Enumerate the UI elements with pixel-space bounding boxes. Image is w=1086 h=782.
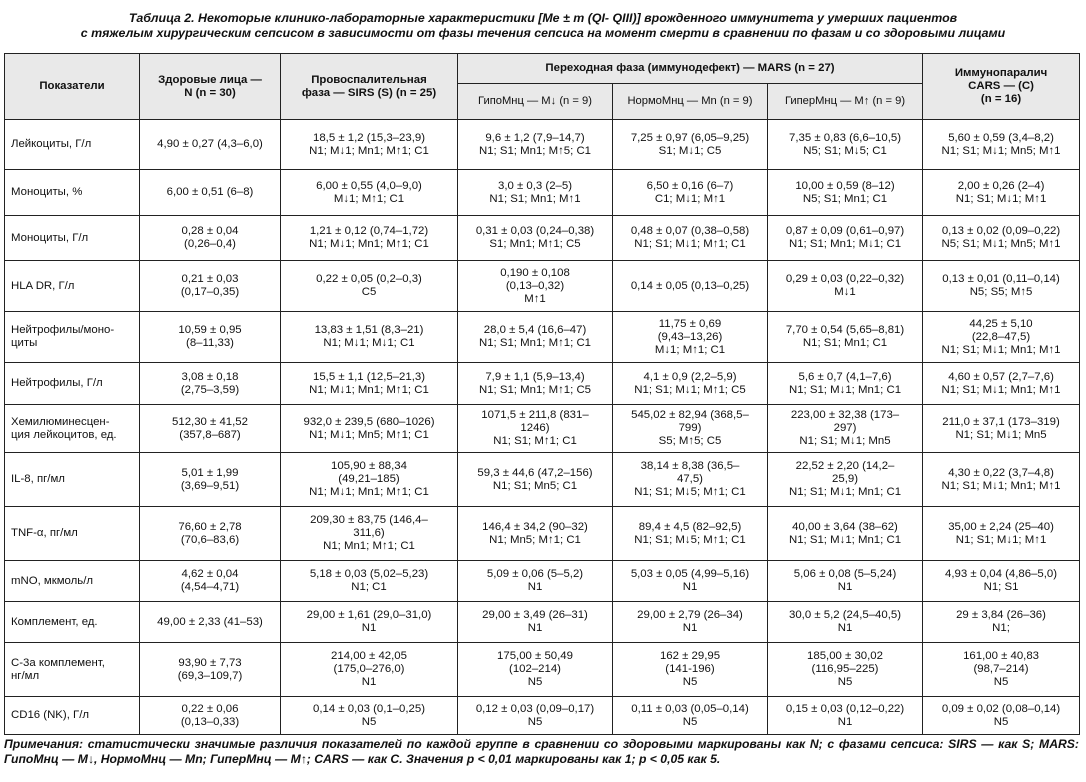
cell-mars-hypo: 0,190 ± 0,108 (0,13–0,32) M↑1 [458,261,613,312]
table-body [5,120,1080,735]
cell-mars-hypo: 59,3 ± 44,6 (47,2–156) N1; S1; Mn5; C1 [458,453,613,507]
cell-mars-normo: 7,25 ± 0,97 (6,05–9,25) S1; M↓1; C5 [613,120,768,170]
cell-mars-normo: 6,50 ± 0,16 (6–7) C1; M↓1; M↑1 [613,170,768,216]
cell-cars: 4,60 ± 0,57 (2,7–7,6) N1; S1; M↓1; Mn1; M↑1 [923,363,1080,405]
table-row [5,120,1080,170]
table-row [5,507,1080,561]
cell-healthy: 3,08 ± 0,18 (2,75–3,59) [140,363,281,405]
table-row [5,643,1080,697]
cell-mars-hyper: 7,70 ± 0,54 (5,65–8,81) N1; S1; Mn1; C1 [768,312,923,363]
cell-sirs: 15,5 ± 1,1 (12,5–21,3) N1; M↓1; Mn1; M↑1; C1 [281,363,458,405]
header-mars: Переходная фаза (иммунодефект) — MARS (n = 27) [458,54,923,84]
cell-sirs: 29,00 ± 1,61 (29,0–31,0) N1 [281,602,458,643]
cell-mars-hyper: 185,00 ± 30,02 (116,95–225) N5 [768,643,923,697]
cell-sirs: 1,21 ± 0,12 (0,74–1,72) N1; M↓1; Mn1; M↑1; C1 [281,216,458,261]
table-notes: Примечания: статистически значимые различия показателей по каждой группе в сравнении со здоровыми маркированы как N; с фазами сепсиса: SIRS — как S; MARS: ГипоМнц — M↓, НормоМнц — Mn; ГиперМнц — M↑; CARS — как C. Значения p < 0,01 маркированы как 1; p < 0,05 как 5. [4,737,1079,766]
cell-healthy: 76,60 ± 2,78 (70,6–83,6) [140,507,281,561]
table-row [5,312,1080,363]
row-label: Моноциты, % [5,170,140,216]
cell-healthy: 0,28 ± 0,04 (0,26–0,4) [140,216,281,261]
cell-sirs: 932,0 ± 239,5 (680–1026) N1; M↓1; Mn5; M↑1; C1 [281,405,458,453]
cell-mars-hyper: 30,0 ± 5,2 (24,5–40,5) N1 [768,602,923,643]
header-mars-hyper: ГиперМнц — M↑ (n = 9) [768,84,923,120]
cell-mars-hyper: 10,00 ± 0,59 (8–12) N5; S1; Mn1; C1 [768,170,923,216]
cell-mars-hyper: 7,35 ± 0,83 (6,6–10,5) N5; S1; M↓5; C1 [768,120,923,170]
cell-mars-normo: 29,00 ± 2,79 (26–34) N1 [613,602,768,643]
row-label: Лейкоциты, Г/л [5,120,140,170]
row-label: Нейтрофилы/моно- циты [5,312,140,363]
cell-cars: 5,60 ± 0,59 (3,4–8,2) N1; S1; M↓1; Mn5; M↑1 [923,120,1080,170]
cell-healthy: 512,30 ± 41,52 (357,8–687) [140,405,281,453]
cell-sirs: 6,00 ± 0,55 (4,0–9,0) M↓1; M↑1; C1 [281,170,458,216]
cell-sirs: 0,22 ± 0,05 (0,2–0,3) C5 [281,261,458,312]
cell-mars-normo: 0,14 ± 0,05 (0,13–0,25) [613,261,768,312]
row-label: С-3а комплемент, нг/мл [5,643,140,697]
cell-mars-hypo: 5,09 ± 0,06 (5–5,2) N1 [458,561,613,602]
header-healthy: Здоровые лица — N (n = 30) [140,54,281,120]
table-row [5,261,1080,312]
cell-sirs: 209,30 ± 83,75 (146,4– 311,6) N1; Mn1; M↑1; C1 [281,507,458,561]
cell-cars: 35,00 ± 2,24 (25–40) N1; S1; M↓1; M↑1 [923,507,1080,561]
cell-mars-normo: 545,02 ± 82,94 (368,5– 799) S5; M↑5; C5 [613,405,768,453]
cell-cars: 211,0 ± 37,1 (173–319) N1; S1; M↓1; Mn5 [923,405,1080,453]
table-row [5,363,1080,405]
cell-healthy: 5,01 ± 1,99 (3,69–9,51) [140,453,281,507]
cell-mars-hypo: 29,00 ± 3,49 (26–31) N1 [458,602,613,643]
cell-mars-hyper: 223,00 ± 32,38 (173– 297) N1; S1; M↓1; Mn5 [768,405,923,453]
header-sirs: Провоспалительная фаза — SIRS (S) (n = 25) [281,54,458,120]
cell-healthy: 4,90 ± 0,27 (4,3–6,0) [140,120,281,170]
header-mars-hypo: ГипоМнц — M↓ (n = 9) [458,84,613,120]
cell-cars: 0,13 ± 0,01 (0,11–0,14) N5; S5; M↑5 [923,261,1080,312]
cell-mars-hypo: 7,9 ± 1,1 (5,9–13,4) N1; S1; Mn1; M↑1; C5 [458,363,613,405]
cell-mars-hypo: 9,6 ± 1,2 (7,9–14,7) N1; S1; Mn1; M↑5; C1 [458,120,613,170]
cell-mars-normo: 4,1 ± 0,9 (2,2–5,9) N1; S1; M↓1; M↑1; C5 [613,363,768,405]
cell-healthy: 0,21 ± 0,03 (0,17–0,35) [140,261,281,312]
cell-mars-hyper: 5,06 ± 0,08 (5–5,24) N1 [768,561,923,602]
cell-healthy: 10,59 ± 0,95 (8–11,33) [140,312,281,363]
cell-mars-hyper: 0,15 ± 0,03 (0,12–0,22) N1 [768,697,923,735]
cell-mars-hypo: 3,0 ± 0,3 (2–5) N1; S1; Mn1; M↑1 [458,170,613,216]
cell-mars-normo: 0,11 ± 0,03 (0,05–0,14) N5 [613,697,768,735]
table-row [5,697,1080,735]
cell-mars-hyper: 5,6 ± 0,7 (4,1–7,6) N1; S1; M↓1; Mn1; C1 [768,363,923,405]
data-table [4,53,1080,735]
cell-cars: 44,25 ± 5,10 (22,8–47,5) N1; S1; M↓1; Mn1; M↑1 [923,312,1080,363]
table-row [5,216,1080,261]
cell-mars-normo: 5,03 ± 0,05 (4,99–5,16) N1 [613,561,768,602]
row-label: HLA DR, Г/л [5,261,140,312]
cell-healthy: 93,90 ± 7,73 (69,3–109,7) [140,643,281,697]
cell-healthy: 49,00 ± 2,33 (41–53) [140,602,281,643]
header-mars-normo: НормоМнц — Mn (n = 9) [613,84,768,120]
cell-mars-normo: 162 ± 29,95 (141-196) N5 [613,643,768,697]
cell-mars-hypo: 28,0 ± 5,4 (16,6–47) N1; S1; Mn1; M↑1; C1 [458,312,613,363]
table-row [5,170,1080,216]
cell-sirs: 5,18 ± 0,03 (5,02–5,23) N1; C1 [281,561,458,602]
caption-line-1: Таблица 2. Некоторые клинико-лабораторные характеристики [Me ± m (QI- QIII)] врожденного иммунитета у умерших пациентов [128,11,958,25]
cell-mars-normo: 11,75 ± 0,69 (9,43–13,26) M↓1; M↑1; C1 [613,312,768,363]
cell-mars-hyper: 0,87 ± 0,09 (0,61–0,97) N1; S1; Mn1; M↓1; C1 [768,216,923,261]
row-label: Моноциты, Г/л [5,216,140,261]
cell-mars-normo: 38,14 ± 8,38 (36,5– 47,5) N1; S1; M↓5; M↑1; C1 [613,453,768,507]
row-label: Комплемент, ед. [5,602,140,643]
cell-sirs: 13,83 ± 1,51 (8,3–21) N1; M↓1; M↓1; C1 [281,312,458,363]
header-cars: Иммунопаралич CARS — (C) (n = 16) [923,54,1080,120]
header-indicators: Показатели [5,54,140,120]
cell-mars-hyper: 40,00 ± 3,64 (38–62) N1; S1; M↓1; Mn1; C1 [768,507,923,561]
table-row [5,561,1080,602]
row-label: mNO, мкмоль/л [5,561,140,602]
cell-mars-hypo: 146,4 ± 34,2 (90–32) N1; Mn5; M↑1; C1 [458,507,613,561]
row-label: Хемилюминесцен- ция лейкоцитов, ед. [5,405,140,453]
cell-mars-hyper: 0,29 ± 0,03 (0,22–0,32) M↓1 [768,261,923,312]
cell-mars-hyper: 22,52 ± 2,20 (14,2– 25,9) N1; S1; M↓1; Mn1; C1 [768,453,923,507]
cell-sirs: 105,90 ± 88,34 (49,21–185) N1; M↓1; Mn1; M↑1; C1 [281,453,458,507]
cell-cars: 2,00 ± 0,26 (2–4) N1; S1; M↓1; M↑1 [923,170,1080,216]
cell-mars-hypo: 1071,5 ± 211,8 (831– 1246) N1; S1; M↑1; C1 [458,405,613,453]
cell-mars-normo: 89,4 ± 4,5 (82–92,5) N1; S1; M↓5; M↑1; C1 [613,507,768,561]
cell-mars-hypo: 175,00 ± 50,49 (102–214) N5 [458,643,613,697]
table-row [5,405,1080,453]
cell-healthy: 4,62 ± 0,04 (4,54–4,71) [140,561,281,602]
cell-cars: 161,00 ± 40,83 (98,7–214) N5 [923,643,1080,697]
cell-cars: 0,09 ± 0,02 (0,08–0,14) N5 [923,697,1080,735]
caption-line-2: с тяжелым хирургическим сепсисом в зависимости от фазы течения сепсиса на момент смерти в сравнении по фазам и со здоровыми лицами [80,26,1006,40]
cell-mars-normo: 0,48 ± 0,07 (0,38–0,58) N1; S1; M↓1; M↑1; C1 [613,216,768,261]
cell-cars: 29 ± 3,84 (26–36) N1; [923,602,1080,643]
cell-sirs: 214,00 ± 42,05 (175,0–276,0) N1 [281,643,458,697]
cell-mars-hypo: 0,12 ± 0,03 (0,09–0,17) N5 [458,697,613,735]
cell-healthy: 0,22 ± 0,06 (0,13–0,33) [140,697,281,735]
cell-mars-hypo: 0,31 ± 0,03 (0,24–0,38) S1; Mn1; M↑1; C5 [458,216,613,261]
table-row [5,602,1080,643]
row-label: IL-8, пг/мл [5,453,140,507]
row-label: TNF-α, пг/мл [5,507,140,561]
cell-healthy: 6,00 ± 0,51 (6–8) [140,170,281,216]
table-caption [0,0,1086,39]
table-row [5,453,1080,507]
cell-cars: 4,30 ± 0,22 (3,7–4,8) N1; S1; M↓1; Mn1; M↑1 [923,453,1080,507]
cell-sirs: 0,14 ± 0,03 (0,1–0,25) N5 [281,697,458,735]
row-label: CD16 (NK), Г/л [5,697,140,735]
row-label: Нейтрофилы, Г/л [5,363,140,405]
cell-cars: 0,13 ± 0,02 (0,09–0,22) N5; S1; M↓1; Mn5; M↑1 [923,216,1080,261]
cell-sirs: 18,5 ± 1,2 (15,3–23,9) N1; M↓1; Mn1; M↑1; C1 [281,120,458,170]
cell-cars: 4,93 ± 0,04 (4,86–5,0) N1; S1 [923,561,1080,602]
